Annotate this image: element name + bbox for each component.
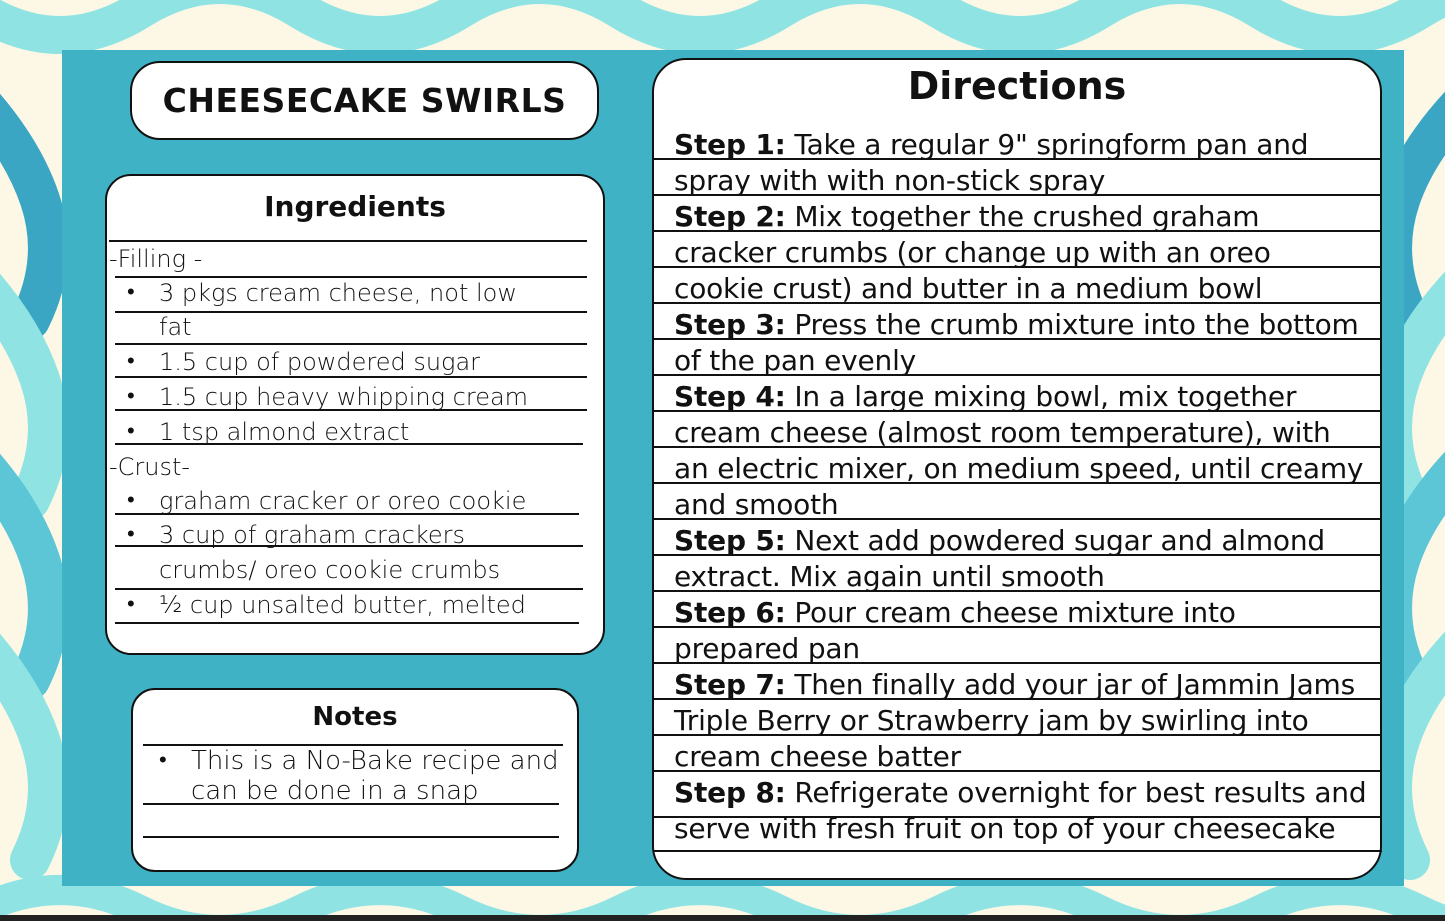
direction-line	[674, 488, 838, 522]
title-box	[130, 61, 599, 140]
direction-step-line	[674, 776, 1366, 810]
direction-step-line	[674, 668, 1355, 702]
direction-line	[674, 704, 1309, 738]
ingredient-item: • 3 cup of graham crackers	[159, 520, 465, 550]
step-text: cream cheese batter	[674, 740, 961, 773]
step-label: Step 6:	[674, 596, 786, 629]
step-text: Next add powdered sugar and almond	[785, 524, 1325, 557]
step-text: Refrigerate overnight for best results and	[785, 776, 1367, 809]
notes-heading: Notes	[312, 702, 398, 732]
direction-step-line	[674, 380, 1296, 414]
direction-line	[674, 740, 961, 774]
step-text: prepared pan	[674, 632, 860, 665]
step-label: Step 7:	[674, 668, 786, 701]
step-label: Step 4:	[674, 380, 786, 413]
step-label: Step 3:	[674, 308, 786, 341]
ingredient-item: • 1.5 cup of powdered sugar	[159, 347, 480, 377]
ruled-line	[143, 803, 559, 805]
note-item: • This is a No-Bake recipe and	[191, 746, 559, 776]
step-text: cookie crust) and butter in a medium bowl	[674, 272, 1263, 305]
ingredient-item: • 1 tsp almond extract	[159, 417, 409, 447]
step-text: cream cheese (almost room temperature), with	[674, 416, 1331, 449]
step-text: Press the crumb mixture into the bottom	[785, 308, 1359, 341]
step-text: In a large mixing bowl, mix together	[785, 380, 1297, 413]
ingredients-box	[105, 174, 605, 655]
ingredient-item: • 1.5 cup heavy whipping cream	[159, 382, 528, 412]
step-text: serve with fresh fruit on top of your cheesecake	[674, 812, 1336, 845]
recipe-title: CHEESECAKE SWIRLS	[162, 81, 567, 120]
direction-line	[674, 812, 1335, 846]
step-text: Take a regular 9" springform pan and	[785, 128, 1309, 161]
ruled-line	[654, 850, 1382, 852]
ruled-line	[115, 513, 579, 515]
step-label: Step 1:	[674, 128, 786, 161]
filling-label: -Filling -	[109, 245, 203, 273]
note-item-continued: can be done in a snap	[191, 776, 479, 806]
ingredient-item-continued: crumbs/ oreo cookie crumbs	[159, 556, 501, 584]
step-text: Then finally add your jar of Jammin Jams	[785, 668, 1355, 701]
step-text: extract. Mix again until smooth	[674, 560, 1105, 593]
direction-step-line	[674, 128, 1308, 162]
ingredient-item: • ½ cup unsalted butter, melted	[159, 590, 526, 620]
step-text: and smooth	[674, 488, 839, 521]
direction-line	[674, 344, 916, 378]
ingredient-item: • 3 pkgs cream cheese, not low	[159, 278, 517, 308]
direction-line	[674, 164, 1105, 198]
directions-box	[652, 58, 1382, 880]
direction-line	[674, 416, 1331, 450]
direction-line	[674, 452, 1363, 486]
direction-step-line	[674, 308, 1359, 342]
ruled-line	[115, 409, 587, 411]
direction-step-line	[674, 524, 1325, 558]
direction-line	[674, 236, 1271, 270]
step-label: Step 8:	[674, 776, 786, 809]
ruled-line	[143, 836, 559, 838]
ingredient-item-continued: fat	[159, 313, 192, 341]
ruled-line	[115, 545, 583, 547]
step-text: Triple Berry or Strawberry jam by swirling into	[674, 704, 1309, 737]
step-text: cracker crumbs (or change up with an oreo	[674, 236, 1271, 269]
ruled-line	[115, 343, 587, 345]
direction-step-line	[674, 596, 1236, 630]
step-label: Step 2:	[674, 200, 786, 233]
ruled-line	[115, 376, 587, 378]
step-text: an electric mixer, on medium speed, until creamy	[674, 452, 1364, 485]
directions-heading: Directions	[907, 64, 1127, 108]
step-text: spray with with non-stick spray	[674, 164, 1106, 197]
ruled-line	[115, 622, 579, 624]
direction-line	[674, 272, 1262, 306]
direction-line	[674, 560, 1105, 594]
step-text: of the pan evenly	[674, 344, 917, 377]
step-text: Mix together the crushed graham	[785, 200, 1260, 233]
step-text: Pour cream cheese mixture into	[785, 596, 1236, 629]
ruled-line	[115, 443, 583, 445]
ingredient-item: • graham cracker or oreo cookie	[159, 486, 526, 516]
direction-step-line	[674, 200, 1259, 234]
notes-box	[131, 688, 579, 872]
step-label: Step 5:	[674, 524, 786, 557]
crust-label: -Crust-	[109, 453, 191, 481]
direction-line	[674, 632, 860, 666]
ruled-line	[109, 240, 587, 242]
ingredients-heading: Ingredients	[264, 190, 446, 223]
